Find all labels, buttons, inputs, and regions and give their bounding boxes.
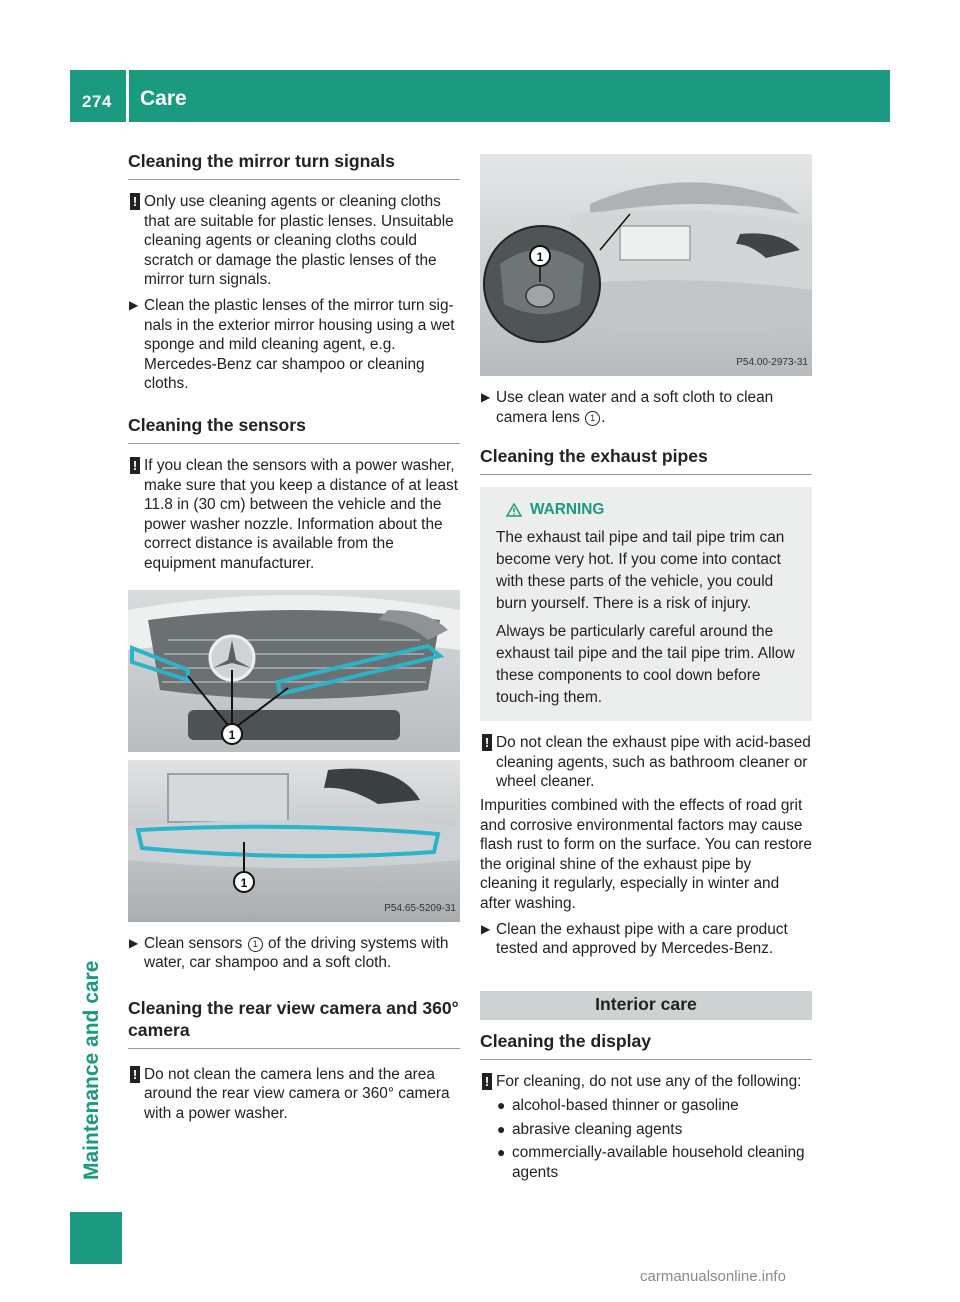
page-header-bar — [70, 70, 890, 122]
heading-sensors: Cleaning the sensors — [128, 414, 460, 444]
notice-sensors — [128, 456, 460, 574]
header-separator — [126, 70, 129, 122]
step-mirror-text: Clean the plastic lenses of the mirror turn sig-nals in the exterior mirror housing using a wet sponge and mild cleaning agent, e.g. Mercedes-Benz car shampoo or cleaning cloths. — [144, 296, 455, 393]
notice-exhaust-text: Do not clean the exhaust pipe with acid-based cleaning agents, such as bathroom cleaner or wheel cleaner. — [496, 734, 811, 791]
side-tab — [80, 960, 120, 1190]
step-camera-text-a: Use clean water and a soft cloth to clean camera lens — [496, 389, 774, 426]
heading-rear-camera: Cleaning the rear view camera and 360° camera — [128, 997, 460, 1049]
warning-box — [480, 487, 812, 721]
notice-mirror — [128, 192, 460, 290]
exclamation-icon: ! — [482, 1073, 492, 1090]
heading-exhaust-pipes: Cleaning the exhaust pipes — [480, 445, 812, 475]
notice-camera — [128, 1065, 460, 1124]
figure-callout: 1 — [228, 727, 236, 742]
sensors-figure — [128, 590, 460, 922]
notice-display — [480, 1072, 812, 1092]
heading-mirror-turn-signals: Cleaning the mirror turn signals — [128, 150, 460, 180]
notice-display-text: For cleaning, do not use any of the following: — [496, 1073, 802, 1091]
step-mirror — [128, 296, 460, 394]
heading-cleaning-display: Cleaning the display — [480, 1030, 812, 1060]
callout-badge: 1 — [585, 411, 600, 426]
sensors-illustration — [128, 590, 460, 922]
bullet-icon: ● — [497, 1144, 506, 1161]
list-item: ● commercially-available household cleaning agents — [497, 1144, 805, 1181]
page-number: 274 — [82, 92, 112, 111]
camera-figure — [480, 154, 812, 376]
step-sensors-text-a: Clean sensors — [144, 934, 243, 952]
exclamation-icon: ! — [130, 1066, 140, 1083]
figure-code: P54.00-2973-31 — [736, 357, 808, 369]
notice-sensors-text: If you clean the sensors with a power washer, make sure that you keep a distance of at least 11.8 in (30 cm) between the vehicle and the power washer nozzle. Information about the correct distance is available from the equipment manufacturer. — [144, 456, 458, 572]
exclamation-icon: ! — [482, 734, 492, 751]
right-column — [480, 150, 812, 1182]
warning-triangle-icon — [506, 503, 522, 517]
left-column — [128, 150, 460, 1123]
exclamation-icon: ! — [130, 193, 140, 210]
camera-illustration — [480, 154, 812, 376]
arrow-right-icon: ▶ — [481, 390, 491, 404]
warning-title — [506, 499, 804, 521]
callout-badge: 1 — [248, 937, 263, 952]
exclamation-icon: ! — [130, 457, 140, 474]
footer-watermark: carmanualsonline.info — [640, 1268, 786, 1285]
warning-title-text: WARNING — [530, 501, 605, 519]
exhaust-paragraph: Impurities combined with the effects of road grit and corrosive environmental factors may cause flash rust to form on the surface. You can restore the original shine of the exhaust pipe by cleaning it regularly, especially in winter and after washing. — [480, 796, 812, 912]
bullet-icon: ● — [497, 1096, 506, 1113]
step-sensors-text-b: of the driving systems with water, car shampoo and a soft cloth. — [144, 934, 449, 972]
side-tab-marker — [70, 1212, 122, 1264]
notice-mirror-text: Only use cleaning agents or cleaning cloths that are suitable for plastic lenses. Unsuitable cleaning agents or cleaning cloths could scratch or damage the plastic lenses of the mirror turn signals. — [144, 193, 454, 289]
notice-exhaust — [480, 733, 812, 792]
page-title: Care — [140, 87, 187, 110]
warning-text-1: The exhaust tail pipe and tail pipe trim can become very hot. If you come into contact with these parts of the vehicle, you could burn yourself. There is a risk of injury. — [496, 529, 785, 613]
warning-text-2: Always be particularly careful around the exhaust tail pipe and the tail pipe trim. Allow these components to cool down before touch-ing them. — [496, 623, 795, 707]
figure-callout: 1 — [536, 250, 544, 264]
figure-callout: 1 — [240, 875, 248, 890]
step-exhaust-text: Clean the exhaust pipe with a care product tested and approved by Mercedes-Benz. — [496, 920, 788, 958]
section-interior-care: Interior care — [480, 991, 812, 1021]
step-sensors — [128, 934, 460, 973]
figure-code: P54.65-5209-31 — [384, 902, 456, 914]
bullet-icon: ● — [497, 1120, 506, 1137]
arrow-right-icon: ▶ — [129, 935, 139, 950]
side-tab-label: Maintenance and care — [80, 960, 103, 1180]
arrow-right-icon: ▶ — [481, 921, 491, 936]
step-exhaust — [480, 920, 812, 959]
list-item: ● alcohol-based thinner or gasoline — [497, 1096, 739, 1114]
step-camera — [480, 388, 812, 427]
step-camera-text-b: . — [601, 408, 606, 426]
notice-camera-text: Do not clean the camera lens and the area around the rear view camera or 360° camera with a power washer. — [144, 1065, 450, 1122]
arrow-right-icon: ▶ — [129, 297, 139, 312]
list-item: ● abrasive cleaning agents — [497, 1120, 683, 1138]
